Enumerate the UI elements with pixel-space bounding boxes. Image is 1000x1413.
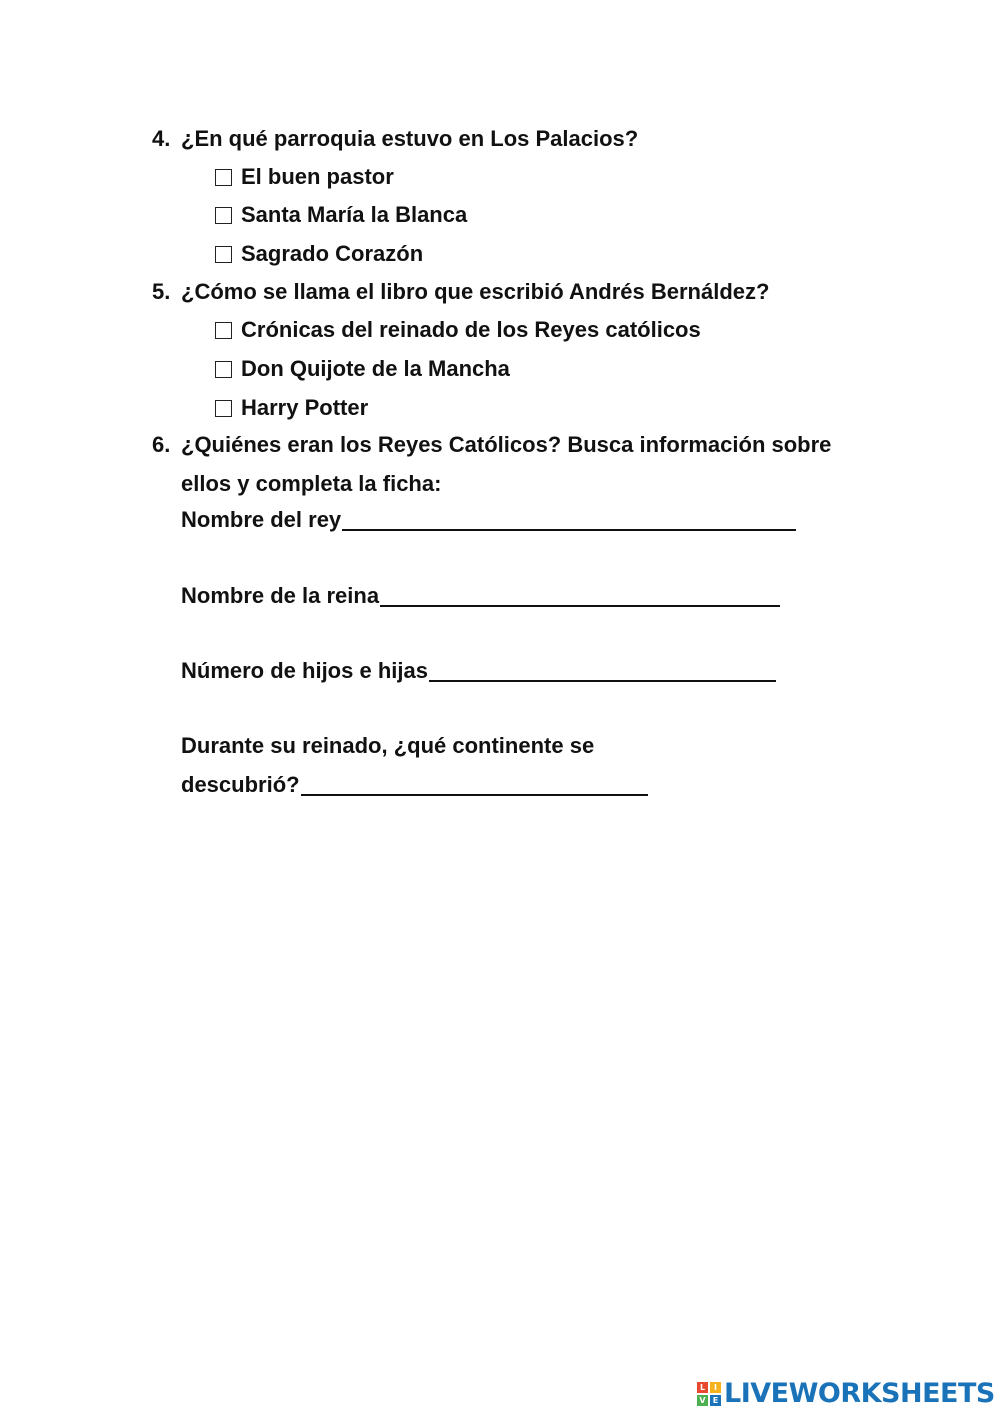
question-4-option-3[interactable] <box>215 241 423 267</box>
checkbox[interactable] <box>215 207 232 224</box>
checkbox[interactable] <box>215 400 232 417</box>
option-label: Sagrado Corazón <box>241 241 424 266</box>
question-5-option-1[interactable] <box>215 317 701 343</box>
answer-line[interactable] <box>429 660 776 682</box>
question-5-number: 5. <box>152 279 171 304</box>
question-4-option-2[interactable] <box>215 202 467 228</box>
answer-line[interactable] <box>380 585 780 607</box>
checkbox[interactable] <box>215 169 232 186</box>
question-4-number: 4. <box>152 126 171 151</box>
question-6-text-line-2: ellos y completa la ficha: <box>181 471 442 496</box>
field-continente <box>181 772 648 798</box>
option-label: Crónicas del reinado de los Reyes católicos <box>241 317 701 342</box>
liveworksheets-logo <box>697 1378 995 1409</box>
question-4-option-1[interactable] <box>215 164 394 190</box>
field-numero-hijos <box>181 658 776 684</box>
question-4-text: ¿En qué parroquia estuvo en Los Palacios? <box>181 126 639 151</box>
logo-icon: L I V E <box>697 1382 721 1406</box>
option-label: Santa María la Blanca <box>241 202 468 227</box>
field-nombre-reina <box>181 583 780 609</box>
checkbox[interactable] <box>215 322 232 339</box>
field-label: Nombre del rey <box>181 507 342 532</box>
question-5-option-2[interactable] <box>215 356 510 382</box>
option-label: Harry Potter <box>241 395 369 420</box>
answer-line[interactable] <box>301 774 648 796</box>
question-6-text-line-1: ¿Quiénes eran los Reyes Católicos? Busca información sobre <box>181 432 832 457</box>
field-label: descubrió? <box>181 772 300 797</box>
checkbox[interactable] <box>215 246 232 263</box>
field-label: Nombre de la reina <box>181 583 380 608</box>
field-continente-label-line-1: Durante su reinado, ¿qué continente se <box>181 733 595 758</box>
checkbox[interactable] <box>215 361 232 378</box>
field-nombre-rey <box>181 507 796 533</box>
option-label: Don Quijote de la Mancha <box>241 356 510 381</box>
question-5-text: ¿Cómo se llama el libro que escribió Andrés Bernáldez? <box>181 279 770 304</box>
question-5-option-3[interactable] <box>215 395 368 421</box>
answer-line[interactable] <box>342 509 796 531</box>
field-label: Número de hijos e hijas <box>181 658 428 683</box>
logo-text: LIVEWORKSHEETS <box>724 1378 995 1409</box>
question-6-number: 6. <box>152 432 171 457</box>
option-label: El buen pastor <box>241 164 394 189</box>
